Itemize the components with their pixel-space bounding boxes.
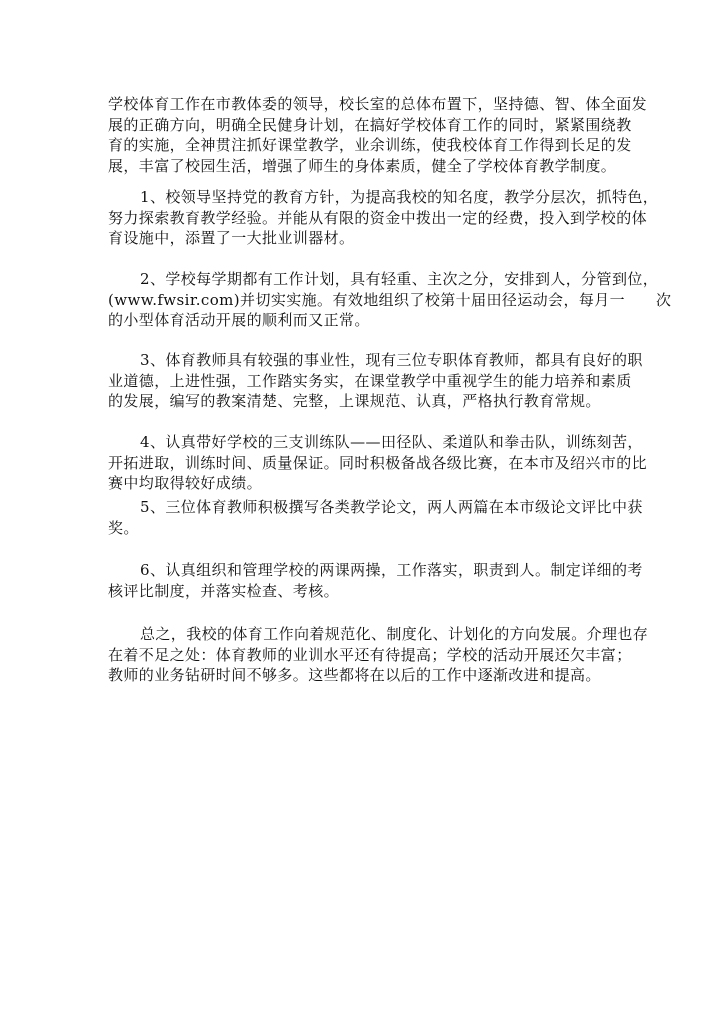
text-line: 1、校领导坚持党的教育方针，为提高我校的知名度，教学分层次，抓特色，: [140, 188, 659, 206]
text-line: 开拓进取，训练时间、质量保证。同时积极备战各级比赛，在本市及绍兴市的比: [108, 453, 648, 472]
text-line: 业道德，上进性强，工作踏实务实，在课堂教学中重视学生的能力培养和素质: [108, 371, 632, 390]
text-line: 教师的业务钻研时间不够多。这些都将在以后的工作中逐渐改进和提高。: [108, 666, 601, 684]
text-line: 核评比制度，并落实检查、考核。: [108, 581, 340, 600]
paragraph-item-1: [108, 187, 659, 249]
text-line: 努力探索教育教学经验。并能从有限的资金中拨出一定的经费，投入到学校的体: [108, 208, 648, 227]
text-line: 展的正确方向，明确全民健身计划，在搞好学校体育工作的同时，紧紧围绕教: [108, 115, 632, 134]
text-line: 的发展，编写的教案清楚、完整，上课规范、认真，严格执行教育常规。: [108, 392, 601, 410]
text-line: 在着不足之处：体育教师的业训水平还有待提高；学校的活动开展还欠丰富；: [108, 645, 632, 664]
text-line: 育的实施，全神贯注抓好课堂教学，业余训练，使我校体育工作得到长足的发: [108, 136, 632, 154]
text-line: 赛中均取得较好成绩。: [108, 474, 263, 492]
text-line: 4、认真带好学校的三支训练队——田径队、柔道队和拳击队，训练刻苦，: [140, 433, 643, 451]
text-line: 6、认真组织和管理学校的两课两操，工作落实，职责到人。制定详细的考: [140, 561, 643, 579]
paragraph-item-6: [108, 560, 643, 601]
paragraph-item-5: [108, 497, 643, 538]
text-line: 学校体育工作在市教体委的领导，校长室的总体布置下，坚持德、智、体全面发: [108, 95, 648, 113]
text-line: 展，丰富了校园生活，增强了师生的身体素质，健全了学校体育教学制度。: [108, 156, 617, 175]
text-line: (www.fwsir.com)并切实实施。有效地组织了校第十届田径运动会，每月一 次: [108, 290, 672, 309]
text-line: 3、体育教师具有较强的事业性，现有三位专职体育教师，都具有良好的职: [140, 351, 643, 369]
paragraph-summary: [108, 624, 649, 686]
paragraph-item-3: [108, 350, 643, 412]
text-line: 5、三位体育教师积极撰写各类教学论文，两人两篇在本市级论文评比中获: [140, 498, 643, 516]
text-line: 2、学校每学期都有工作计划，具有轻重、主次之分，安排到人，分管到位，: [140, 270, 659, 288]
text-line: 育设施中，添置了一大批业训器材。: [108, 229, 355, 247]
text-line: 的小型体育活动开展的顺利而又正常。: [108, 311, 370, 329]
paragraph-item-4: [108, 432, 648, 494]
text-line: 奖。: [108, 518, 139, 537]
paragraph-intro: [108, 94, 648, 176]
paragraph-item-2: [108, 269, 672, 331]
text-line: 总之，我校的体育工作向着规范化、制度化、计划化的方向发展。介理也存: [140, 625, 649, 643]
